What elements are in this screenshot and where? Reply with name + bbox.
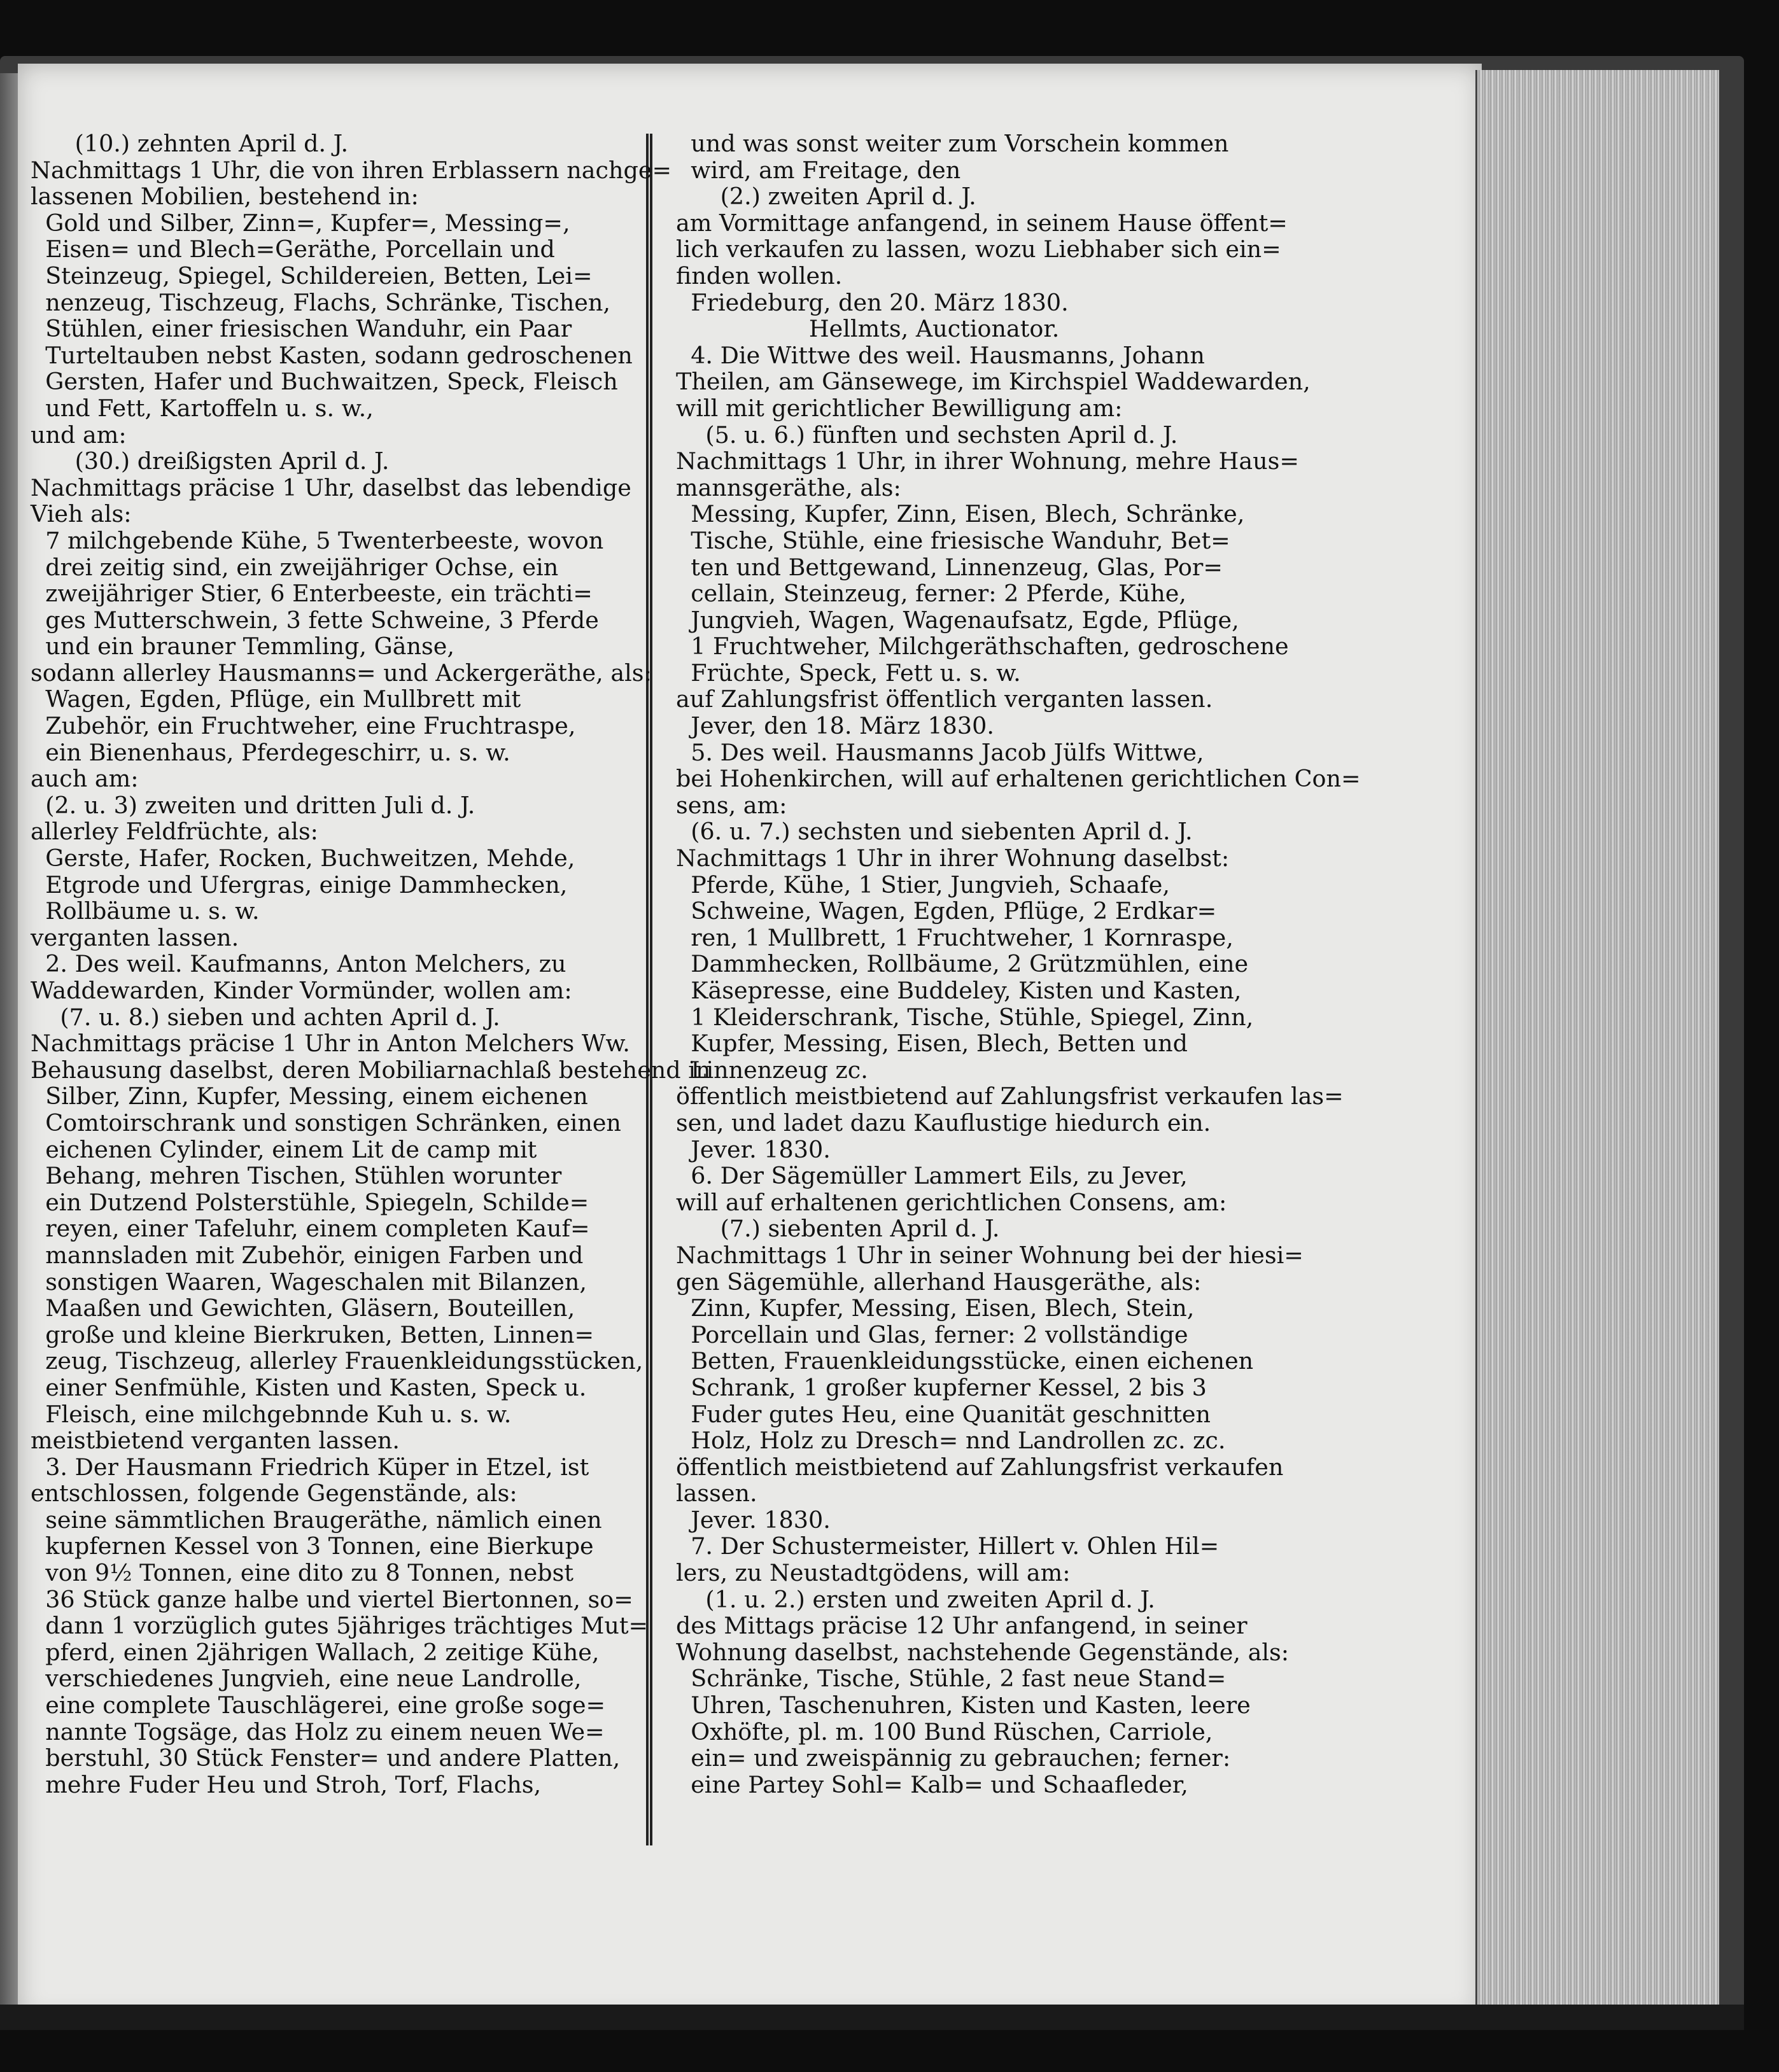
text-line: Jever, den 18. März 1830. [676,712,994,740]
text-line: Nachmittags 1 Uhr, in ihrer Wohnung, mehre Haus= [676,447,1299,475]
text-line: von 9½ Tonnen, eine dito zu 8 Tonnen, nebst [31,1559,574,1587]
text-line: kupfernen Kessel von 3 Tonnen, eine Bierkupe [31,1532,594,1560]
text-line: Fuder gutes Heu, eine Quanität geschnitten [676,1400,1211,1428]
text-line: des Mittags präcise 12 Uhr anfangend, in seiner [676,1612,1248,1640]
text-line: Pferde, Kühe, 1 Stier, Jungvieh, Schaafe, [676,871,1170,899]
text-line: Steinzeug, Spiegel, Schildereien, Betten, Lei= [31,262,593,290]
text-line: Zubehör, ein Fruchtweher, eine Fruchtraspe, [31,712,576,740]
text-line: 1 Kleiderschrank, Tische, Stühle, Spiegel, Zinn, [676,1003,1254,1031]
text-line: Gersten, Hafer und Buchwaitzen, Speck, Fleisch [31,368,618,396]
text-line: Schränke, Tische, Stühle, 2 fast neue Stand= [676,1665,1227,1693]
text-line: Nachmittags 1 Uhr, die von ihren Erblassern nachge= [31,156,672,184]
text-line: Gold und Silber, Zinn=, Kupfer=, Messing=, [31,209,570,237]
text-line: 7 milchgebende Kühe, 5 Twenterbeeste, wovon [31,526,604,554]
text-line: ten und Bettgewand, Linnenzeug, Glas, Por= [676,553,1223,581]
text-line: und was sonst weiter zum Vorschein kommen [676,130,1229,157]
text-line: 1 Fruchtweher, Milchgeräthschaften, gedroschene [676,633,1289,661]
text-line: lich verkaufen zu lassen, wozu Liebhaber sich ein= [676,235,1281,263]
text-line: Waddewarden, Kinder Vormünder, wollen am: [31,977,572,1004]
text-line: Betten, Frauenkleidungsstücke, einen eichenen [676,1347,1254,1375]
text-line: Zinn, Kupfer, Messing, Eisen, Blech, Stein, [676,1294,1195,1322]
text-line: Holz, Holz zu Dresch= nnd Landrollen zc. zc. [676,1427,1226,1455]
text-line: berstuhl, 30 Stück Fenster= und andere Platten, [31,1744,621,1772]
text-line: mehre Fuder Heu und Stroh, Torf, Flachs, [31,1770,542,1798]
text-line: eichenen Cylinder, einem Lit de camp mit [31,1135,537,1163]
text-line: 6. Der Sägemüller Lammert Eils, zu Jever, [676,1162,1188,1190]
text-line: Nachmittags präcise 1 Uhr in Anton Melchers Ww. [31,1030,630,1058]
text-line: Nachmittags präcise 1 Uhr, daselbst das lebendige [31,473,631,501]
text-line: und am: [31,421,127,449]
text-line: 36 Stück ganze halbe und viertel Biertonnen, so= [31,1585,633,1613]
text-line: Wohnung daselbst, nachstehende Gegenstände, als: [676,1638,1290,1666]
text-line: auf Zahlungsfrist öffentlich verganten lassen. [676,685,1213,713]
text-line: eine Partey Sohl= Kalb= und Schaafleder, [676,1770,1188,1798]
text-line: 7. Der Schustermeister, Hillert v. Ohlen Hil= [676,1532,1220,1560]
text-line: (30.) dreißigsten April d. J. [31,447,390,475]
text-line: sodann allerley Hausmanns= und Ackergeräthe, als: [31,659,652,687]
text-line: zweijähriger Stier, 6 Enterbeeste, ein trächti= [31,580,593,608]
text-line: (7. u. 8.) sieben und achten April d. J. [31,1003,500,1031]
text-line: große und kleine Bierkruken, Betten, Linnen= [31,1320,594,1348]
text-line: pferd, einen 2jährigen Wallach, 2 zeitige Kühe, [31,1638,600,1666]
text-line: lassenen Mobilien, bestehend in: [31,183,419,211]
text-line: Comtoirschrank und sonstigen Schränken, einen [31,1109,621,1137]
text-line: (7.) siebenten April d. J. [676,1215,1000,1243]
text-line: Vieh als: [31,500,132,528]
left-text-column [31,130,711,1798]
text-line: reyen, einer Tafeluhr, einem completen Kauf= [31,1215,590,1243]
text-line: Etgrode und Ufergras, einige Dammhecken, [31,871,568,899]
text-line: cellain, Steinzeug, ferner: 2 Pferde, Kühe, [676,580,1186,608]
text-line: 2. Des weil. Kaufmanns, Anton Melchers, zu [31,950,566,978]
text-line: drei zeitig sind, ein zweijähriger Ochse, ein [31,553,559,581]
text-line: Schrank, 1 großer kupferner Kessel, 2 bis 3 [676,1373,1207,1401]
text-line: nannte Togsäge, das Holz zu einem neuen We= [31,1718,605,1746]
text-line: Behang, mehren Tischen, Stühlen worunter [31,1162,562,1190]
text-line: lers, zu Neustadtgödens, will am: [676,1559,1071,1587]
right-text-column [676,130,1361,1798]
text-line: Kupfer, Messing, Eisen, Blech, Betten und [676,1030,1188,1058]
text-line: am Vormittage anfangend, in seinem Hause öffent= [676,209,1288,237]
text-line: verganten lassen. [31,923,239,951]
text-line: sens, am: [676,791,787,819]
text-line: Stühlen, einer friesischen Wanduhr, ein Paar [31,315,572,343]
text-line: Tische, Stühle, eine friesische Wanduhr, Bet= [676,526,1230,554]
text-line: Linnenzeug zc. [676,1056,868,1084]
text-line: ren, 1 Mullbrett, 1 Fruchtweher, 1 Kornraspe, [676,923,1234,951]
text-line: Früchte, Speck, Fett u. s. w. [676,659,1021,687]
text-line: (1. u. 2.) ersten und zweiten April d. J. [676,1585,1155,1613]
text-line: Silber, Zinn, Kupfer, Messing, einem eichenen [31,1082,588,1110]
text-line: Uhren, Taschenuhren, Kisten und Kasten, leere [676,1691,1251,1719]
text-line: bei Hohenkirchen, will auf erhaltenen gerichtlichen Con= [676,765,1361,793]
text-line: Hellmts, Auctionator. [676,315,1060,343]
text-line: Käsepresse, eine Buddeley, Kisten und Kasten, [676,977,1242,1004]
text-line: Behausung daselbst, deren Mobiliarnachlaß bestehend in [31,1056,711,1084]
text-line: einer Senfmühle, Kisten und Kasten, Speck u. [31,1373,587,1401]
text-line: nenzeug, Tischzeug, Flachs, Schränke, Tischen, [31,288,610,316]
text-line: 4. Die Wittwe des weil. Hausmanns, Johann [676,341,1205,369]
text-line: eine complete Tauschlägerei, eine große soge= [31,1691,606,1719]
text-line: Friedeburg, den 20. März 1830. [676,288,1069,316]
text-line: Jever. 1830. [676,1135,831,1163]
text-line: ges Mutterschwein, 3 fette Schweine, 3 Pferde [31,606,599,634]
text-line: Nachmittags 1 Uhr in seiner Wohnung bei der hiesi= [676,1241,1304,1269]
text-line: (5. u. 6.) fünften und sechsten April d. J. [676,421,1178,449]
text-line: Rollbäume u. s. w. [31,897,260,925]
book-bottom-edge [0,2005,1744,2030]
text-line: meistbietend verganten lassen. [31,1427,400,1455]
previous-page-edge [0,73,19,2008]
text-line: Jungvieh, Wagen, Wagenaufsatz, Egde, Pflüge, [676,606,1239,634]
text-line: Messing, Kupfer, Zinn, Eisen, Blech, Schränke, [676,500,1245,528]
text-line: auch am: [31,765,139,793]
text-line: sonstigen Waaren, Wageschalen mit Bilanzen, [31,1268,587,1296]
text-line: öffentlich meistbietend auf Zahlungsfrist verkaufen [676,1453,1284,1481]
text-line: zeug, Tischzeug, allerley Frauenkleidungsstücken, [31,1347,643,1375]
text-line: Oxhöfte, pl. m. 100 Bund Rüschen, Carriole, [676,1718,1213,1746]
text-line: Schweine, Wagen, Egden, Pflüge, 2 Erdkar= [676,897,1217,925]
text-line: seine sämmtlichen Braugeräthe, nämlich einen [31,1506,602,1534]
text-line: (6. u. 7.) sechsten und siebenten April d. J. [676,818,1193,846]
text-line: sen, und ladet dazu Kauflustige hiedurch ein. [676,1109,1211,1137]
text-line: Wagen, Egden, Pflüge, ein Mullbrett mit [31,685,521,713]
text-line: Nachmittags 1 Uhr in ihrer Wohnung daselbst: [676,844,1230,872]
text-line: entschlossen, folgende Gegenstände, als: [31,1480,517,1508]
text-line: (2. u. 3) zweiten und dritten Juli d. J. [31,791,475,819]
column-divider-rule [646,134,652,1845]
text-line: finden wollen. [676,262,843,290]
text-line: wird, am Freitage, den [676,156,961,184]
text-line: Porcellain und Glas, ferner: 2 vollständige [676,1320,1188,1348]
text-line: ein Dutzend Polsterstühle, Spiegeln, Schilde= [31,1188,589,1216]
text-line: (2.) zweiten April d. J. [676,183,976,211]
text-line: allerley Feldfrüchte, als: [31,818,318,846]
text-line: Jever. 1830. [676,1506,831,1534]
text-line: Dammhecken, Rollbäume, 2 Grützmühlen, eine [676,950,1249,978]
text-line: Maaßen und Gewichten, Gläsern, Bouteillen, [31,1294,575,1322]
text-line: Theilen, am Gänsewege, im Kirchspiel Waddewarden, [676,368,1311,396]
text-line: Eisen= und Blech=Geräthe, Porcellain und [31,235,555,263]
text-line: Gerste, Hafer, Rocken, Buchweitzen, Mehde, [31,844,575,872]
text-line: Turteltauben nebst Kasten, sodann gedroschenen [31,341,633,369]
text-line: will auf erhaltenen gerichtlichen Consens, am: [676,1188,1227,1216]
page-block-edges [1475,70,1719,2024]
text-line: ein= und zweispännig zu gebrauchen; ferner: [676,1744,1231,1772]
text-line: dann 1 vorzüglich gutes 5jähriges trächtiges Mut= [31,1612,649,1640]
text-line: lassen. [676,1480,757,1508]
text-line: und Fett, Kartoffeln u. s. w., [31,394,374,422]
text-line: verschiedenes Jungvieh, eine neue Landrolle, [31,1665,582,1693]
text-line: Fleisch, eine milchgebnnde Kuh u. s. w. [31,1400,512,1428]
text-line: 3. Der Hausmann Friedrich Küper in Etzel, ist [31,1453,589,1481]
text-line: mannsladen mit Zubehör, einigen Farben und [31,1241,584,1269]
text-line: öffentlich meistbietend auf Zahlungsfrist verkaufen las= [676,1082,1344,1110]
text-line: 5. Des weil. Hausmanns Jacob Jülfs Wittwe, [676,738,1204,766]
text-line: und ein brauner Temmling, Gänse, [31,633,454,661]
text-line: gen Sägemühle, allerhand Hausgeräthe, als: [676,1268,1202,1296]
text-line: mannsgeräthe, als: [676,473,901,501]
text-line: (10.) zehnten April d. J. [31,130,349,157]
text-line: will mit gerichtlicher Bewilligung am: [676,394,1123,422]
text-line: ein Bienenhaus, Pferdegeschirr, u. s. w. [31,738,510,766]
